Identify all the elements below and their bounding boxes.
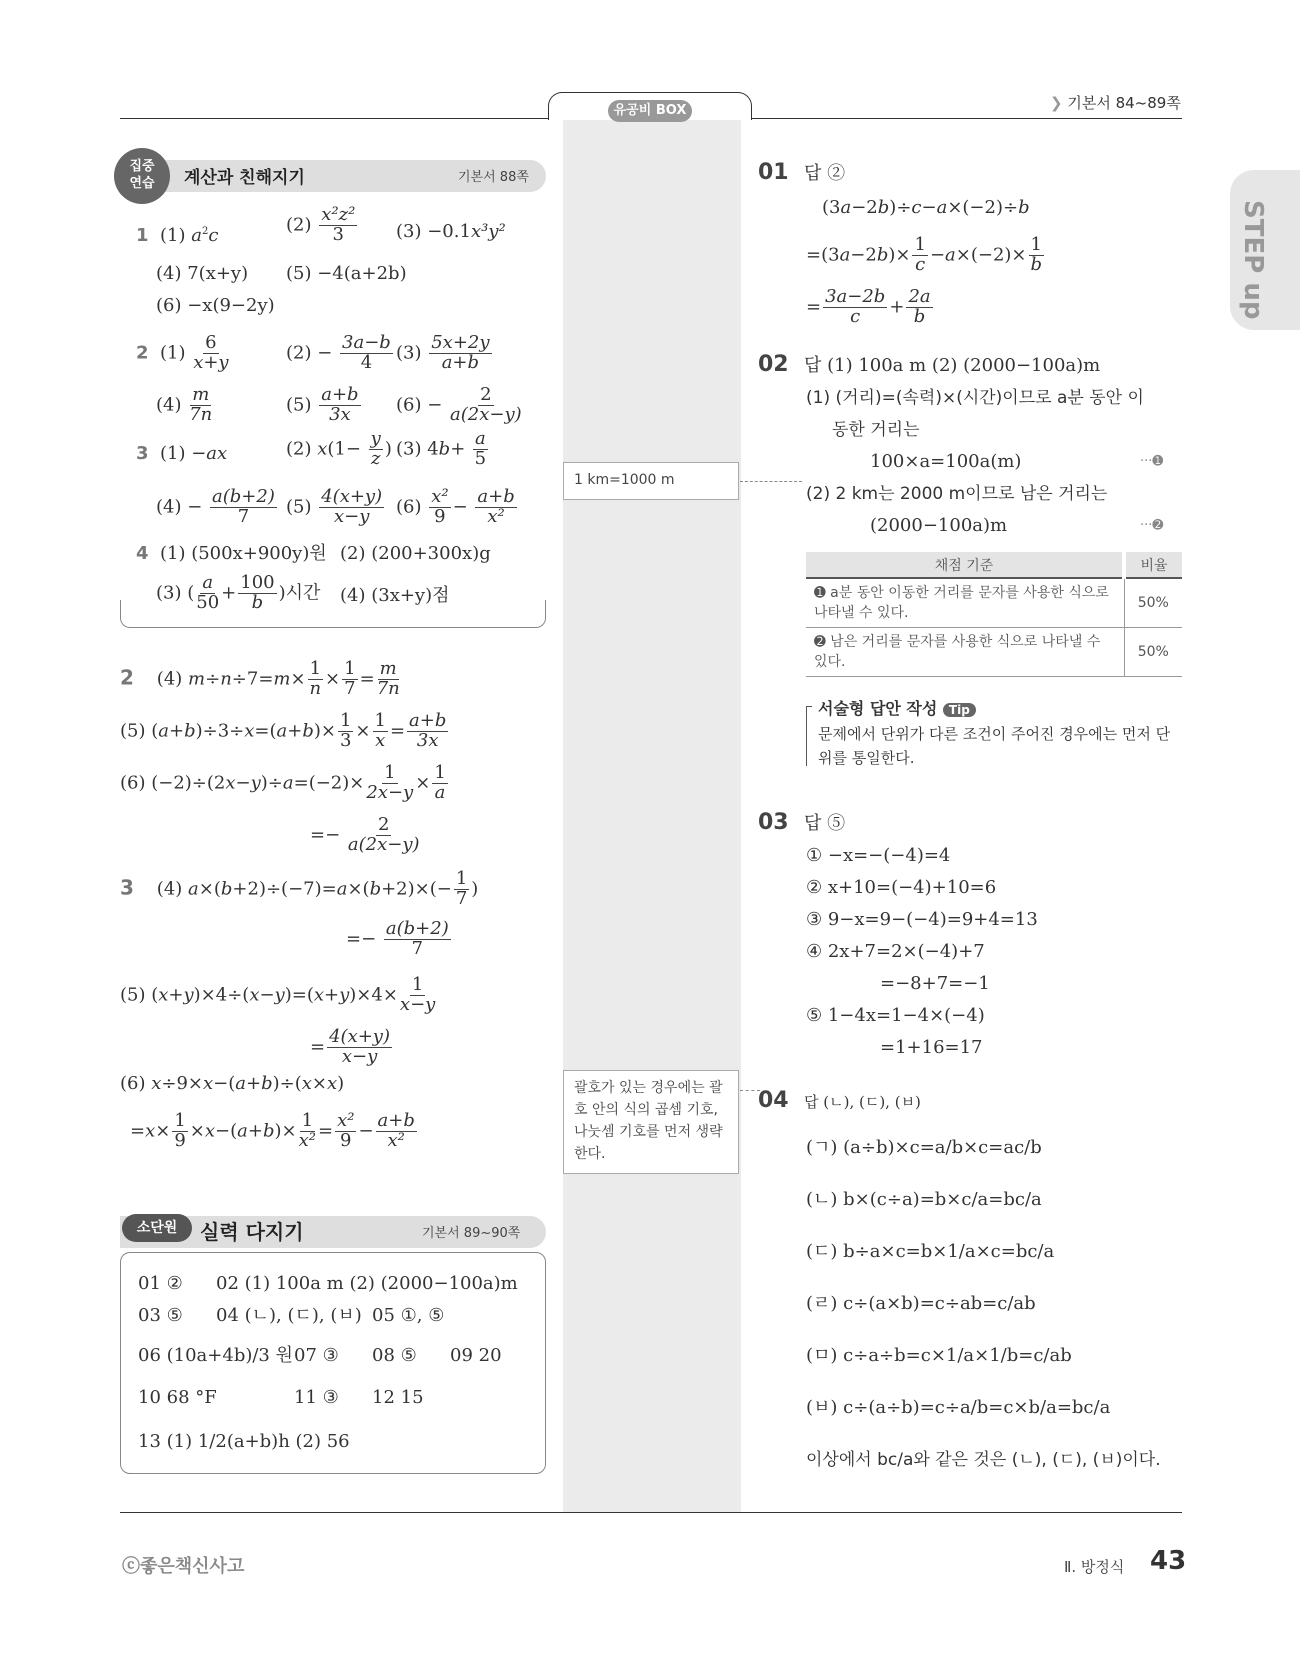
p2-4: (4) $\frac{m}{7n}$	[156, 384, 213, 425]
table-head-criteria: 채점 기준	[806, 552, 1124, 578]
p1-3: (3) −0.1x³y²	[396, 221, 506, 242]
s3-5: (5) (x+y)×4÷(x−y)=(x+y)×4× $\frac{1}{x-y}$	[120, 974, 436, 1015]
q02-mark1: ···➊	[1140, 454, 1164, 469]
chevron-right-icon: ❯	[1050, 94, 1063, 112]
q01-l3: = $\frac{3a-2b}{c}$ + $\frac{2a}{b}$	[806, 286, 931, 327]
q03-l2: ② x+10=(−4)+10=6	[806, 877, 997, 898]
table-row2-criteria: ➋ 남은 거리를 문자를 사용한 식으로 나타낼 수 있다.	[806, 628, 1124, 677]
s3-6: (6) x÷9×x−(a+b)÷(x×x)	[120, 1073, 345, 1094]
p2-5: (5) $\frac{a+b}{3x}$	[286, 384, 359, 425]
q02-number: 02	[758, 352, 789, 377]
p1-4: (4) 7(x+y)	[156, 263, 249, 284]
p3-6: (6) $\frac{\text{x²}}{9}$ − $\frac{a+b}{\text{x²}}$	[396, 486, 515, 527]
q02-mark2: ···➋	[1140, 518, 1164, 533]
bottom-rule	[120, 1512, 1182, 1513]
s3-5b: = $\frac{4(x+y)}{x-y}$	[310, 1026, 390, 1067]
p1-5: (5) −4(a+2b)	[286, 263, 407, 284]
ans-04: 04 (ㄴ), (ㄷ), (ㅂ)	[216, 1305, 362, 1326]
p4-1: 4 (1) (500x+900y)원	[136, 543, 327, 564]
step-tab	[1230, 170, 1300, 330]
s2-6b: =− $\frac{2}{a(2x-y)}$	[310, 814, 420, 855]
ans-08: 08 ⑤	[372, 1345, 417, 1366]
ans-13: 13 (1) 1/2(a+b)h (2) 56	[138, 1431, 350, 1452]
table-row2-ratio: 50%	[1124, 628, 1182, 677]
q04-l6: (ㅂ) c÷(a÷b)=c÷a/b=c×b/a=bc/a	[806, 1397, 1111, 1418]
p4-4: (4) (3x+y)점	[340, 585, 450, 606]
s3-4b: =− $\frac{a(b+2)}{7}$	[346, 918, 449, 959]
quiz-title: 실력 다지기	[200, 1220, 304, 1244]
q03-l3: ③ 9−x=9−(−4)=9+4=13	[806, 909, 1038, 930]
s2-6: (6) (−2)÷(2x−y)÷a=(−2)× $\frac{1}{2x-y}$ × $\frac{1}{a}$	[120, 762, 446, 803]
box-tab-label: 유공비 BOX	[608, 100, 692, 122]
ans-01: 01 ②	[138, 1273, 183, 1294]
s2-4: 2 (4) m÷n÷7=m× $\frac{1}{n}$ × $\frac{1}{7}$ = $\frac{m}{7n}$	[120, 658, 400, 699]
ans-10: 10 68 °F	[138, 1387, 217, 1408]
ans-12: 12 15	[372, 1387, 424, 1408]
ans-06: 06 (10a+4b)/3 원	[138, 1345, 293, 1366]
tip-text: 문제에서 단위가 다른 조건이 주어진 경우에는 먼저 단위를 통일한다.	[818, 725, 1171, 767]
p3-2: (2) x(1− $\frac{y}{z}$ )	[286, 428, 392, 469]
center-gray-column	[563, 112, 741, 1512]
p3-4: (4) − $\frac{a(b+2)}{7}$	[156, 486, 275, 527]
q04-answer: 답 (ㄴ), (ㄷ), (ㅂ)	[804, 1093, 921, 1111]
quiz-badge: 소단원	[122, 1214, 192, 1242]
q03-l7: =1+16=17	[880, 1037, 983, 1058]
q01-l1: (3a−2b)÷c−a×(−2)÷b	[822, 197, 1030, 218]
q01-l2: =(3a−2b)× $\frac{1}{c}$ −a×(−2)× $\frac{1}{b}$	[806, 234, 1042, 275]
quiz-ref: 기본서 89~90쪽	[422, 1226, 521, 1241]
q03-number: 03	[758, 810, 789, 835]
q02-l2: 동한 거리는	[832, 420, 920, 440]
q03-l4: ④ 2x+7=2×(−4)+7	[806, 941, 985, 962]
footer-chapter: Ⅱ. 방정식	[1064, 1558, 1125, 1576]
q02-l3: 100×a=100a(m)	[870, 451, 1022, 472]
p-bracket	[120, 600, 546, 628]
section-title-ref: 기본서 88쪽	[458, 170, 529, 185]
ans-11: 11 ③	[294, 1387, 339, 1408]
p3-5: (5) $\frac{4(x+y)}{x-y}$	[286, 486, 383, 527]
q04-l4: (ㄹ) c÷(a×b)=c÷ab=c/ab	[806, 1293, 1036, 1314]
scoring-table	[806, 552, 1182, 677]
section-title: 계산과 친해지기	[184, 168, 305, 188]
table-head-ratio: 비율	[1124, 552, 1182, 578]
badge-circle	[114, 148, 170, 204]
p1-6: (6) −x(9−2y)	[156, 295, 275, 316]
q02-answer: 답 (1) 100a m (2) (2000−100a)m	[804, 355, 1101, 376]
q02-l5: (2000−100a)m	[870, 515, 1008, 536]
badge-text: 집중연습	[129, 159, 155, 191]
p3-1: 3 (1) −ax	[136, 443, 228, 464]
q01-answer: 답 ②	[804, 163, 846, 184]
q04-number: 04	[758, 1088, 789, 1113]
note-paren: 괄호가 있는 경우에는 괄호 안의 식의 곱셈 기호, 나눗셈 기호를 먼저 생략한다.	[563, 1070, 739, 1174]
p2-1: 2 (1) $\frac{6}{x+y}$	[136, 332, 229, 373]
ans-07: 07 ③	[294, 1345, 339, 1366]
tip-badge: Tip	[943, 703, 976, 717]
tip-title: 서술형 답안 작성 Tip	[818, 696, 976, 719]
table-row1-criteria: ➊ a분 동안 이동한 거리를 문자를 사용한 식으로 나타낼 수 있다.	[806, 578, 1124, 628]
q04-l2: (ㄴ) b×(c÷a)=b×c/a=bc/a	[806, 1189, 1042, 1210]
q03-l5: =−8+7=−1	[880, 973, 990, 994]
ans-09: 09 20	[450, 1345, 502, 1366]
s3-6b: =x× $\frac{1}{9}$ ×x−(a+b)× $\frac{1}{\text{x²}}$ = $\frac{\text{x²}}{9}$ − $\frac{a+b}{\text{x²}}$	[130, 1110, 415, 1151]
p4-3: (3) ( $\frac{a}{50}$ + $\frac{100}{b}$ )시간	[156, 572, 321, 613]
q04-l1: (ㄱ) (a÷b)×c=a/b×c=ac/b	[806, 1137, 1042, 1158]
p2-2: (2) − $\frac{3a-b}{4}$	[286, 332, 391, 373]
footer-publisher: ⓒ좋은책신사고	[122, 1556, 245, 1577]
q02-l4: (2) 2 km는 2000 m이므로 남은 거리는	[806, 484, 1108, 504]
p3-3: (3) 4b+ $\frac{a}{5}$	[396, 428, 487, 469]
q03-l6: ⑤ 1−4x=1−4×(−4)	[806, 1005, 985, 1026]
q03-l1: ① −x=−(−4)=4	[806, 845, 951, 866]
page-number: 43	[1150, 1546, 1187, 1576]
q03-answer: 답 ⑤	[804, 813, 846, 834]
p2-6: (6) − $\frac{2}{a(2x-y)}$	[396, 384, 522, 425]
header-ref: ❯ 기본서 84~89쪽	[1050, 94, 1181, 112]
p4-2: (2) (200+300x)g	[340, 543, 491, 564]
ans-05: 05 ①, ⑤	[372, 1305, 445, 1326]
s2-5: (5) (a+b)÷3÷x=(a+b)× $\frac{1}{3}$ × $\frac{1}{x}$ = $\frac{a+b}{3x}$	[120, 710, 447, 751]
p1-2: (2) $\frac{\text{x²z²}}{3}$	[286, 204, 356, 245]
ans-02: 02 (1) 100a m (2) (2000−100a)m	[216, 1273, 518, 1294]
note-unit-connector	[740, 481, 802, 482]
q02-l1: (1) (거리)=(속력)×(시간)이므로 a분 동안 이	[806, 388, 1144, 408]
note-paren-connector	[740, 1090, 760, 1091]
q04-conclusion: 이상에서 bc/a와 같은 것은 (ㄴ), (ㄷ), (ㅂ)이다.	[806, 1450, 1161, 1470]
tip-bracket	[806, 706, 812, 766]
note-unit: 1 km=1000 m	[563, 462, 739, 500]
p2-3: (3) $\frac{5x+2y}{a+b}$	[396, 332, 490, 373]
table-row1-ratio: 50%	[1124, 578, 1182, 628]
q01-number: 01	[758, 160, 789, 185]
p1-row1: 1 (1) $a^2c$	[136, 225, 219, 246]
step-label: STEP up	[1238, 200, 1268, 320]
q04-l3: (ㄷ) b÷a×c=b×1/a×c=bc/a	[806, 1241, 1055, 1262]
ans-03: 03 ⑤	[138, 1305, 183, 1326]
s3-4: 3 (4) a×(b+2)÷(−7)=a×(b+2)×(− $\frac{1}{7}$ )	[120, 868, 479, 909]
q04-l5: (ㅁ) c÷a÷b=c×1/a×1/b=c/ab	[806, 1345, 1072, 1366]
